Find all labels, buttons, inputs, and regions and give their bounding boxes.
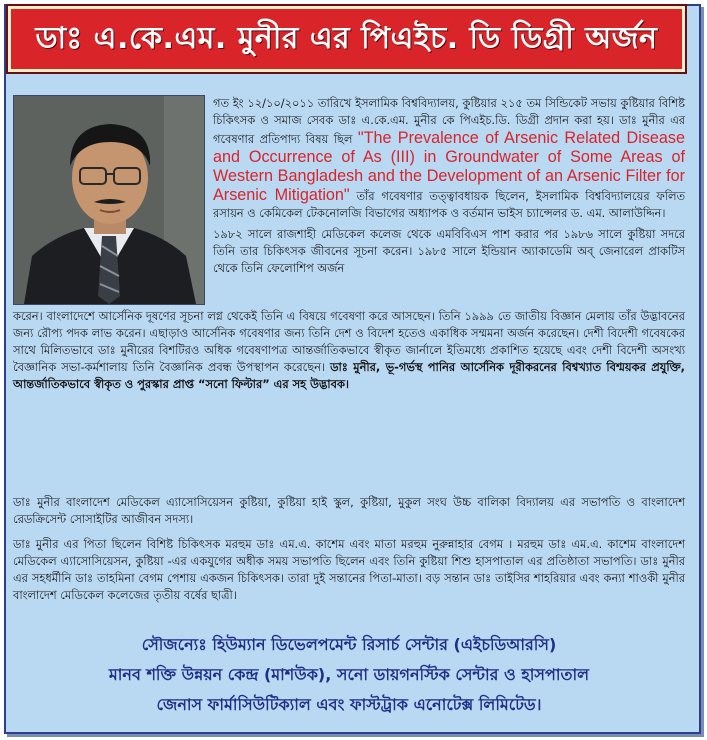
membership-paragraph: ডাঃ মুনীর বাংলাদেশ মেডিকেল এ্যাসোসিয়েসন কুষ্টিয়া, কুষ্টিয়া হাই স্কুল, কুষ্টিয়া, মুকুল সংঘ উচ্চ বালিকা বিদ্যালয় এর সভাপতি ও বাংলাদেশ রেডক্রিসেন্ট সোসাইটির আজীবন সদস্য। [13, 495, 685, 526]
intro-text: গত ইং ১২/১০/২০১১ তারিখে ইসলামিক বিশ্ববিদ্যালয়, কুষ্টিয়ার ২১৫ তম সিন্ডিকেট সভায় কুষ্টিয়ার বিশিষ্ট চিকিৎসক ও সমাজ সেবক ডাঃ এ.কে.এম. মুনীর কে পিএইচ.ডি. ডিগ্রী প্রদান করা হয়। ডাঃ মুনীর এর গবেষণার প্রতিপাদ্য বিষয় ছিল [213, 96, 685, 146]
page-title: ডাঃ এ.কে.এম. মুনীর এর পিএইচ. ডি ডিগ্রী অর্জন [35, 20, 658, 56]
title-banner [8, 6, 685, 72]
supervisor-text: তাঁর গবেষণার তত্ত্বাবধায়ক ছিলেন, ইসলামিক বিশ্ববিদ্যালয়ের ফলিত রসায়ন ও কেমিকেল টেকনোলজি বিভাগের অধ্যাপক ও বর্তমান ভাইস চ্যান্সেলর ড. এম. আলাউদ্দিন। [213, 189, 686, 220]
research-text: করেন। বাংলাদেশে আর্সেনিক দূষণের সূচনা লগ্ন থেকেই তিনি এ বিষয়ে গবেষণা করে আসছেন। তিনি ১৯৯৯ তে জাতীয় বিজ্ঞান মেলায় তাঁর উদ্ভাবনের জন্য রৌপ্য পদক লাভ করেন। এছাড়াও আর্সেনিক গবেষণার জন্য তিনি দেশ ও বিদেশ হতেও একাধিক সম্মমনা অর্জন করেছেন। দেশী বিদেশী গবেষকের সাথে মিলিতভাবে ডাঃ মুনীরের বিশটিরও অধিক গবেষণাপত্র আন্তর্জাতিকভাবে স্বীকৃত জার্নালে ইতিমধ্যে প্রকাশিত হয়েছে এবং দেশী বিদেশী অসংখ্য বৈজ্ঞানিক সভা-কর্মশালায় তিনি বৈজ্ঞানিক প্রবন্ধ উপস্থাপন করেছেন। [13, 309, 685, 374]
family-paragraph: ডাঃ মুনীর এর পিতা ছিলেন বিশিষ্ট চিকিৎসক মরহুম ডাঃ এম.এ. কাশেম এবং মাতা মরহুম নুরুন্নাহার বেগম । মরহুম ডাঃ এম.এ. কাশেম বাংলাদেশ মেডিকেল এ্যাসোসিয়েসন, কুষ্টিয়া -এর একযুগের অধীক সময় সভাপতি ছিলেন এবং তিনি কুষ্টিয়া শিশু হাসপাতাল এর প্রতিষ্ঠাতা সভাপতি। ডাঃ মুনীর এর সহধর্মীনি ডাঃ তাহমিনা বেগম পেশায় একজন চিকিৎসক। তারা দুই সন্তানের পিতা-মাতা। বড় সন্তান ডাঃ তাইসির শাহরিয়ার এবং কন্যা শাওকী মুনীর বাংলাদেশ মেডিকেল কলেজের তৃতীয় বর্ষের ছাত্রী। [13, 537, 685, 602]
intro-paragraph [213, 95, 685, 277]
career-text: ১৯৮২ সালে রাজশাহী মেডিকেল কলেজ থেকে এমবিবিএস পাশ করার পর ১৯৮৬ সালে কুষ্টিয়া সদরে তিনি তার চিকিৎসক জীবনের সূচনা করেন। ১৯৮৫ সালে ইন্ডিয়ান অ্যাকাডেমি অব্‌ জেনারেল প্রাকটিস থেকে তিনি ফেলোশিপ অর্জন [213, 227, 685, 275]
footer-line-1: সৌজন্যেঃ হিউম্যান ডিভেলপমেন্ট রিসার্চ সেন্টার (এইচডিআরসি) [141, 635, 557, 654]
sono-filter-highlight: ডাঃ মুনীর, ভূ-গর্ভস্থ পানির আর্সেনিক দূরীকরনের বিশ্বখ্যাত বিশ্ময়কর প্রযুক্তি, আন্তর্জাতিকভাবে স্বীকৃত ও পুরস্কার প্রাপ্ত “সনো ফিল্টার” এর সহ উদ্ভাবক। [13, 360, 685, 391]
footer-line-2: মানব শক্তি উন্নয়ন কেন্দ্র (মাশউক), সনো ডায়গনস্টিক সেন্টার ও হাসপাতাল [108, 665, 590, 684]
courtesy-footer [13, 630, 685, 720]
research-paragraph [13, 308, 685, 393]
portrait-photo [13, 95, 205, 305]
thesis-title: "The Prevalence of Arsenic Related Disease and Occurrence of As (III) in Groundwater of Some Areas of Western Bangladesh and the Development of an Arsenic Filter for Arsenic Mitigation" [213, 129, 685, 204]
footer-line-3: জেনাস ফার্মাসিউটিক্যাল এবং ফাস্টট্রাক এনোটেক্স লিমিটেড। [156, 695, 542, 714]
portrait-illustration [14, 96, 204, 304]
